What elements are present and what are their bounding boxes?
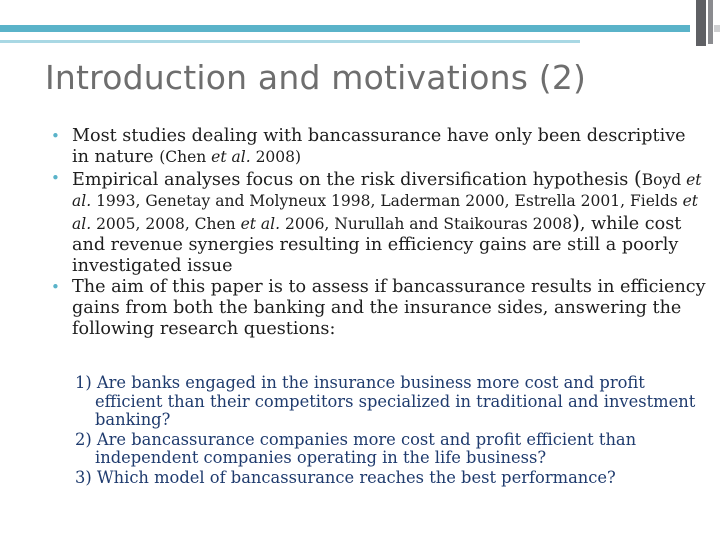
bullet-item <box>47 277 707 340</box>
corner-light-block <box>714 25 720 32</box>
accent-thin-bar <box>0 40 580 43</box>
bullet-text-segment: 2008) <box>250 148 302 166</box>
research-question: 1) Are banks engaged in the insurance business more cost and profit efficient than their competitors specialized in traditional and investment banking? <box>75 373 696 430</box>
bullet-text-segment: ) <box>572 210 580 234</box>
bullet-text-segment: 2005, 2008, Chen <box>91 215 241 233</box>
research-question: 2) Are bancassurance companies more cost and profit efficient than independent companies operating in the life business? <box>75 429 637 468</box>
bullet-text-segment: The aim of this paper is to assess if bancassurance results in efficiency gains from both the banking and the insurance sides, answering the following research questions: <box>72 277 706 339</box>
corner-dark-block <box>696 0 706 46</box>
research-questions-list <box>75 374 705 489</box>
bullet-list <box>47 126 707 340</box>
corner-gray-block <box>708 0 713 44</box>
bullet-text-segment: 1993, Genetay and Molyneux 1998, Laderman 2000, Estrella 2001, Fields <box>91 192 683 210</box>
bullet-text-segment: Boyd <box>641 171 687 189</box>
bullet-dot-icon: • <box>51 278 60 296</box>
bullet-text-segment: et al. <box>72 171 702 210</box>
bullet-text-segment: Empirical analyses focus on the risk diversification hypothesis <box>72 170 634 190</box>
bullet-dot-icon: • <box>51 127 60 145</box>
research-question: 3) Which model of bancassurance reaches the best performance? <box>75 467 616 487</box>
bullet-text-segment: 2006, Nurullah and Staikouras 2008 <box>280 215 573 233</box>
bullet-text-segment: et al. <box>72 192 699 233</box>
bullet-item <box>47 126 707 168</box>
accent-bar <box>0 25 690 32</box>
bullet-text-segment: et al. <box>240 215 281 233</box>
bullet-item <box>47 168 707 277</box>
bullet-text-segment: Most studies dealing with bancassurance have only been descriptive in nature <box>72 126 686 167</box>
top-decorative-band <box>0 0 720 44</box>
bullet-text-segment: (Chen <box>159 148 212 166</box>
bullet-text-segment: , while cost and revenue synergies resulting in efficiency gains are still a poorly investigated issue <box>72 214 682 276</box>
slide-title: Introduction and motivations (2) <box>45 58 587 97</box>
bullet-text-segment: et al. <box>211 148 251 166</box>
bullet-text-segment: ( <box>633 166 642 190</box>
bullet-dot-icon: • <box>51 169 60 187</box>
